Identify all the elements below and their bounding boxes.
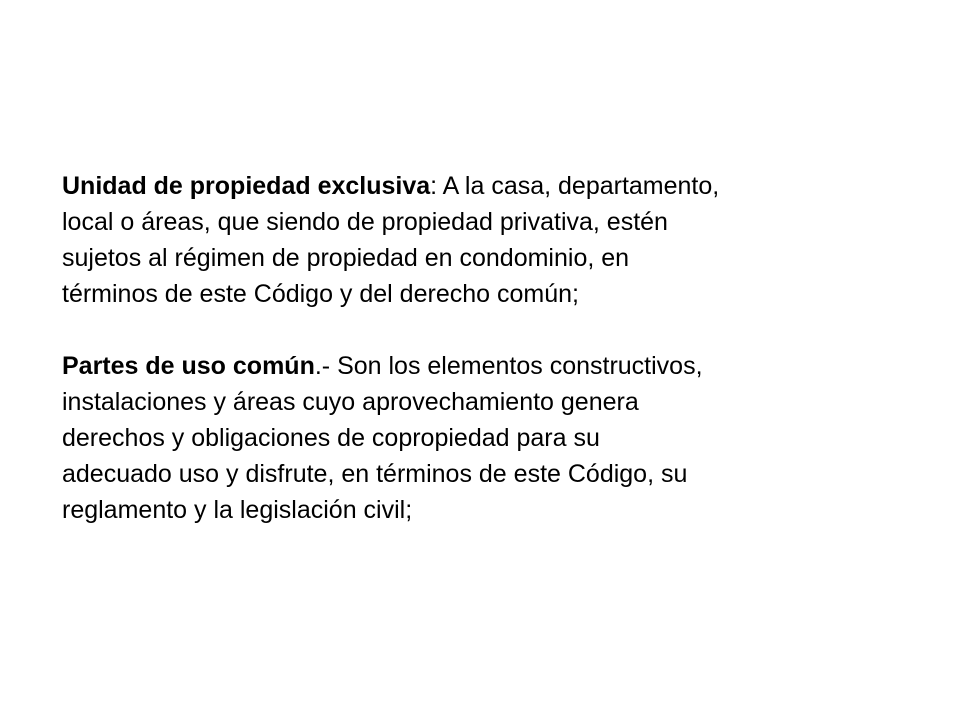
definition-text: .- Son los elementos constructivos, instalaciones y áreas cuyo aprovechamiento genera derechos y obligaciones de copropiedad para su adecuado uso y disfrute, en términos de este Código, su reglamento y la legislación civil; xyxy=(62,352,703,524)
defined-term: Partes de uso común xyxy=(62,352,315,380)
definition-partes-uso-comun xyxy=(62,348,922,528)
slide-body xyxy=(62,168,922,528)
definition-unidad-propiedad-exclusiva xyxy=(62,168,922,312)
definition-text: : A la casa, departamento, local o áreas, que siendo de propiedad privativa, estén sujetos al régimen de propiedad en condominio, en términos de este Código y del derecho común; xyxy=(62,172,720,308)
defined-term: Unidad de propiedad exclusiva xyxy=(62,172,431,200)
